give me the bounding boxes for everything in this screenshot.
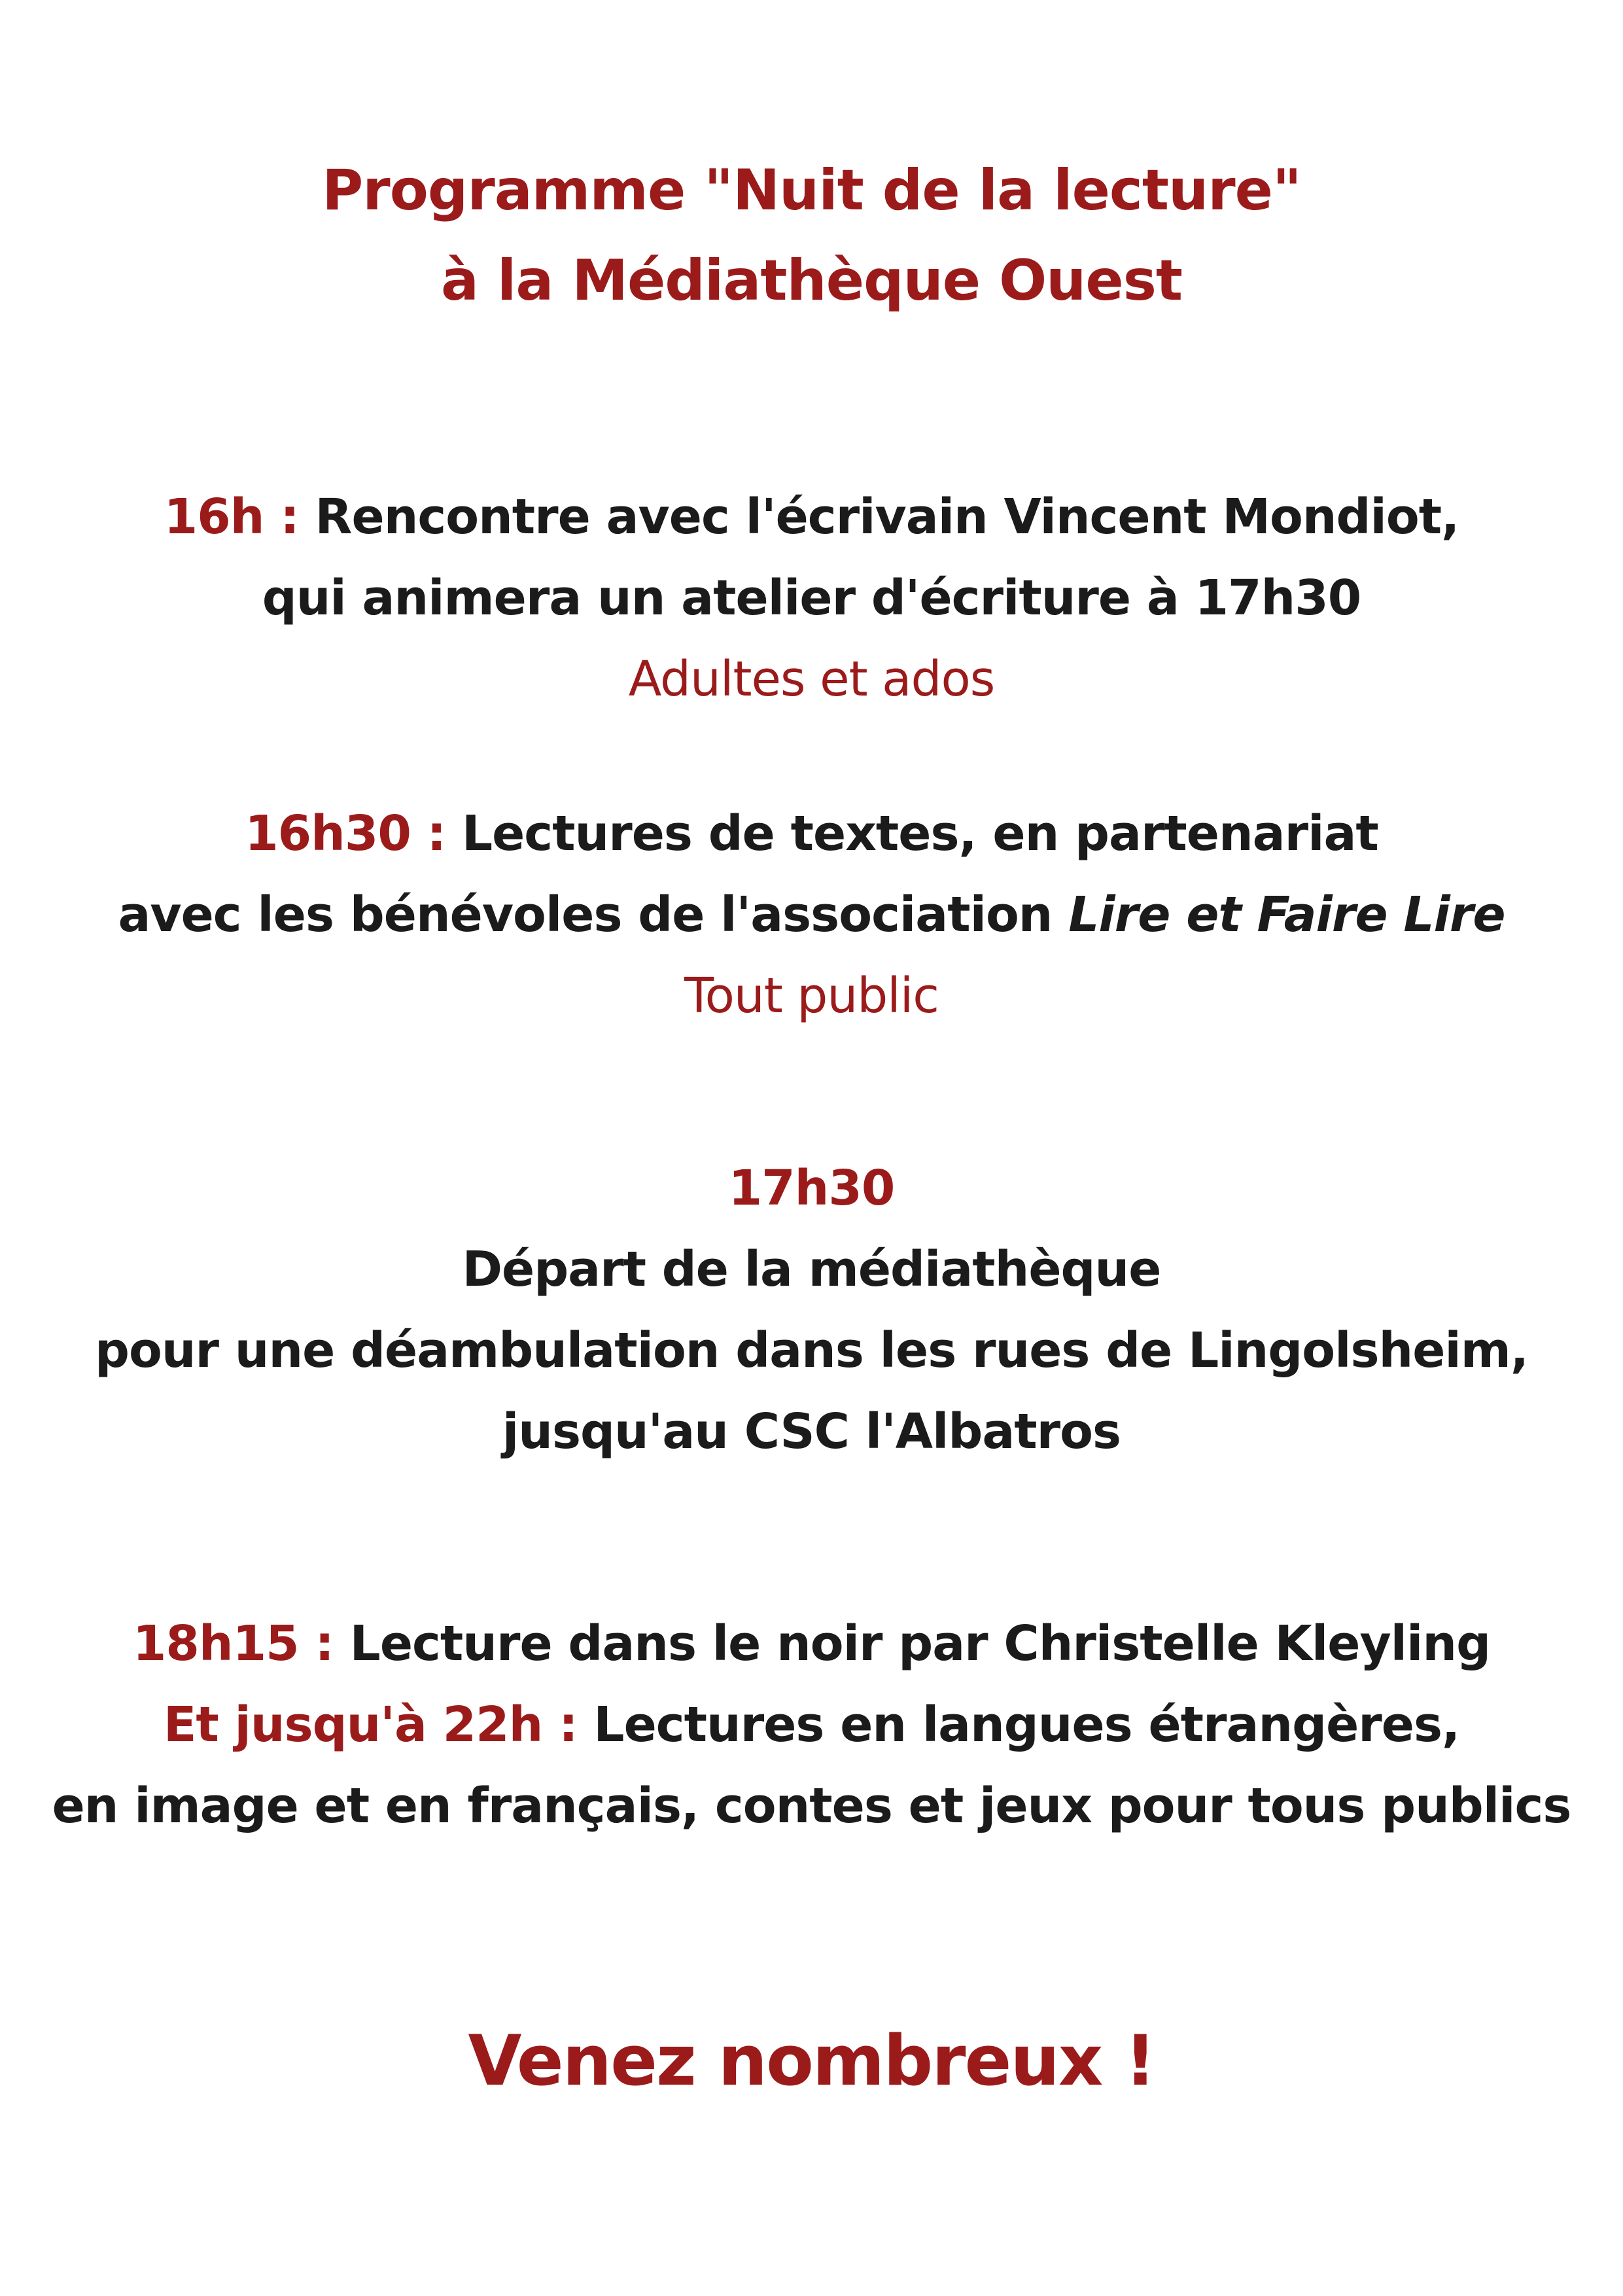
event-16h30: [0, 793, 1623, 1036]
event-time: 16h30 :: [245, 805, 446, 862]
association-name: Lire et Faire Lire: [1068, 887, 1505, 943]
event-description: Lectures en langues étrangères,: [577, 1697, 1460, 1753]
event-22h-line-1: [0, 1684, 1623, 1765]
event-time: 16h :: [164, 489, 299, 545]
event-description: Lecture dans le noir par Christelle Kleyling: [333, 1616, 1491, 1672]
event-time: 18h15 :: [132, 1616, 334, 1672]
event-16h-line-1: [0, 476, 1623, 557]
event-16h30-audience: Tout public: [684, 968, 939, 1024]
event-time: Et jusqu'à 22h :: [163, 1697, 578, 1753]
event-17h30: [0, 1148, 1623, 1472]
event-16h30-line-1: [0, 793, 1623, 874]
event-22h-line-2: en image et en français, contes et jeux pour tous publics: [52, 1778, 1571, 1834]
event-16h-line-2: qui animera un atelier d'écriture à 17h30: [262, 570, 1361, 626]
event-17h30-line-1: Départ de la médiathèque: [462, 1241, 1161, 1298]
event-16h-audience: Adultes et ados: [628, 651, 995, 707]
page-title: [0, 145, 1623, 326]
closing-message: Venez nombreux !: [468, 2021, 1155, 2101]
event-time: 17h30: [728, 1160, 895, 1216]
event-17h30-line-3: jusqu'au CSC l'Albatros: [502, 1404, 1121, 1460]
event-16h: [0, 476, 1623, 720]
title-line-1: Programme "Nuit de la lecture": [322, 158, 1301, 223]
event-description: avec les bénévoles de l'association: [118, 887, 1069, 943]
event-17h30-line-2: pour une déambulation dans les rues de Lingolsheim,: [95, 1322, 1528, 1379]
title-line-2: à la Médiathèque Ouest: [440, 248, 1183, 313]
event-description: Lectures de textes, en partenariat: [445, 805, 1378, 862]
event-18h15-line-1: [0, 1603, 1623, 1684]
event-16h30-line-2: [0, 874, 1623, 955]
event-description: Rencontre avec l'écrivain Vincent Mondiot,: [298, 489, 1459, 545]
event-18h15-and-22h: [0, 1603, 1623, 1846]
